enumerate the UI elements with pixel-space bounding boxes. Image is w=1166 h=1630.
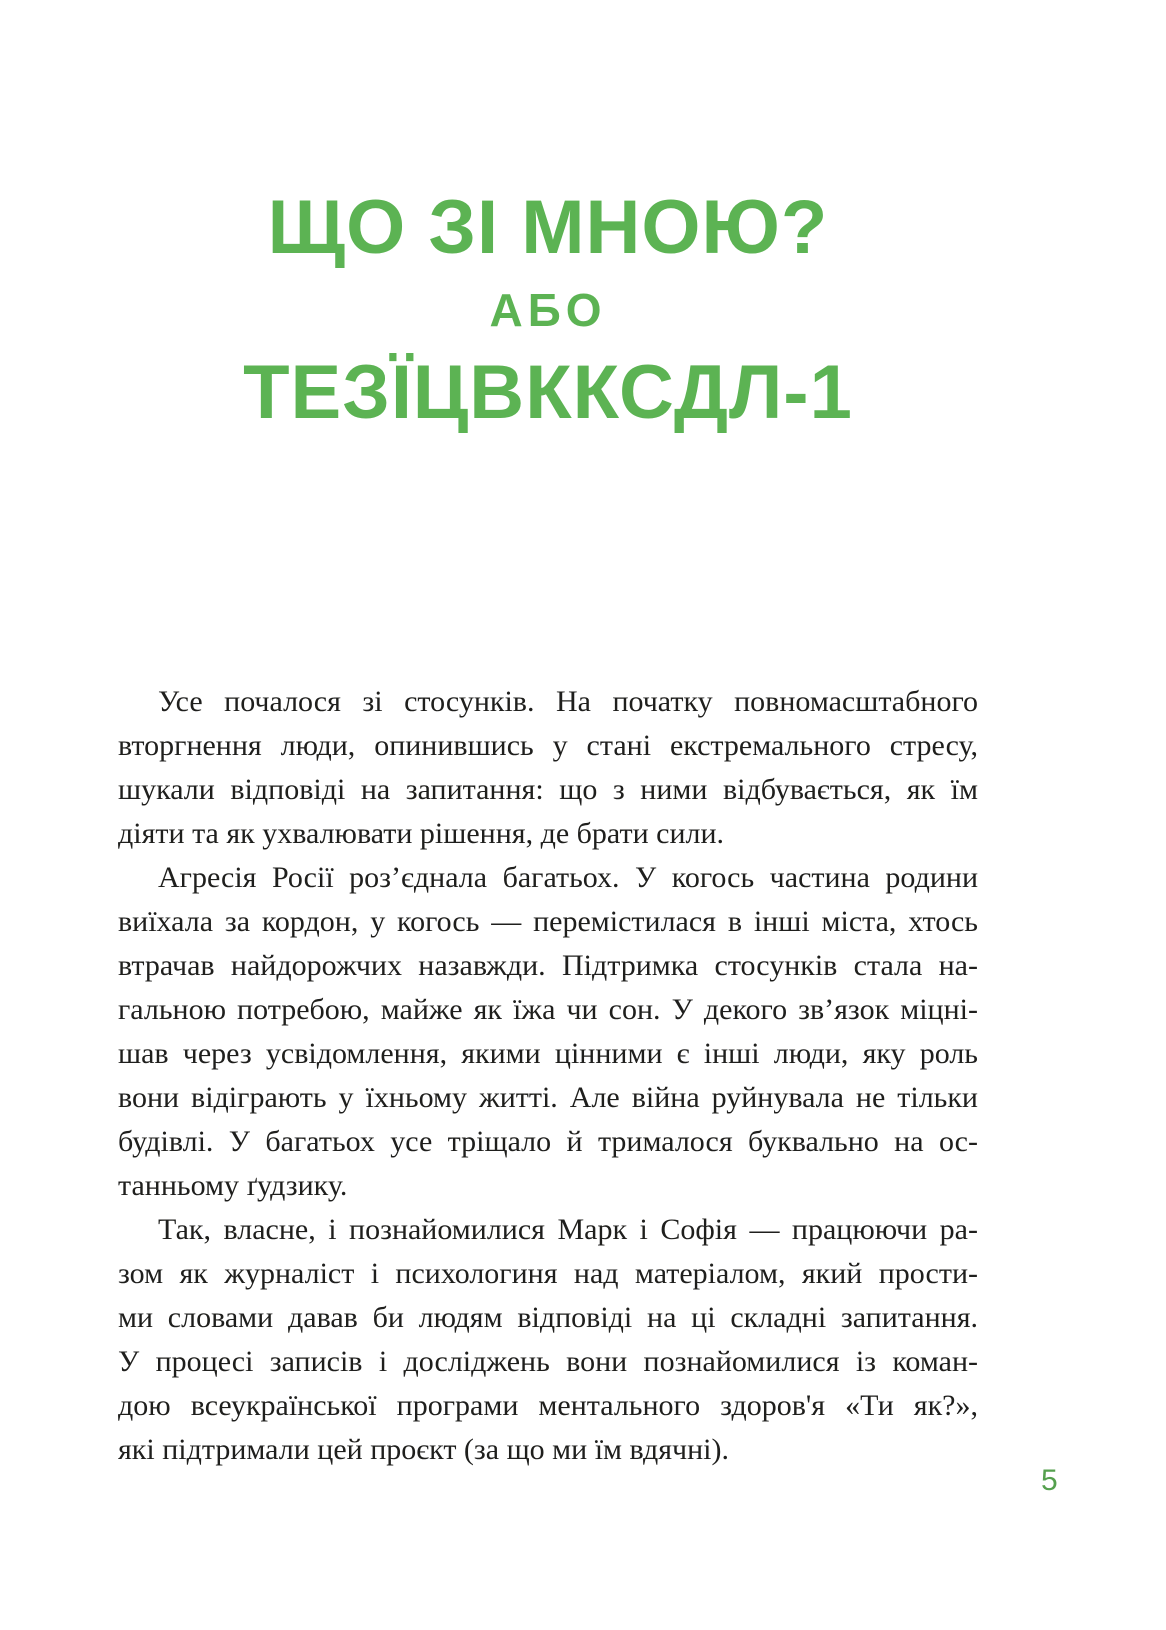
- body-line: вони відіграють у їхньому житті. Але війна руйнувала не тільки: [118, 1081, 978, 1114]
- page-number: 5: [1041, 1464, 1058, 1497]
- body-line: зом як журналіст і психологиня над матеріалом, який прости-: [118, 1257, 978, 1290]
- paragraph-2: [118, 856, 978, 1208]
- body-line: танньому ґудзику.: [118, 1169, 348, 1202]
- body-line: будівлі. У багатьох усе тріщало й трималося буквально на ос-: [118, 1125, 978, 1158]
- chapter-title-connector: АБО: [489, 284, 607, 336]
- body-line: виїхала за кордон, у когось — перемістилася в інші міста, хтось: [118, 905, 978, 938]
- paragraph-1: [118, 680, 978, 856]
- body-line: діяти та як ухвалювати рішення, де брати сили.: [118, 817, 725, 850]
- chapter-title-question: ЩО ЗІ МНОЮ?: [267, 185, 829, 270]
- body-line: втрачав найдорожчих назавжди. Підтримка стосунків стала на-: [118, 949, 978, 982]
- paragraph-3: [118, 1208, 978, 1472]
- body-line: ми словами давав би людям відповіді на ці складні запитання.: [118, 1301, 978, 1334]
- chapter-title-code: ТЕЗЇЦВККСДЛ-1: [243, 350, 853, 435]
- body-line: шукали відповіді на запитання: що з ними відбувається, як їм: [118, 773, 978, 806]
- body-line: вторгнення люди, опинившись у стані екстремального стресу,: [118, 729, 978, 762]
- body-line: У процесі записів і досліджень вони познайомилися із коман-: [118, 1345, 978, 1378]
- body-line: гальною потребою, майже як їжа чи сон. У декого зв’язок міцні-: [118, 993, 978, 1026]
- body-line: Так, власне, і познайомилися Марк і Софія — працюючи ра-: [158, 1213, 978, 1246]
- body-line: шав через усвідомлення, якими цінними є інші люди, яку роль: [118, 1037, 978, 1070]
- body-line: Усе почалося зі стосунків. На початку повномасштабного: [158, 685, 978, 718]
- chapter-title: [118, 0, 978, 435]
- body-line: Агресія Росії роз’єднала багатьох. У когось частина родини: [158, 861, 978, 894]
- body-line: дою всеукраїнської програми ментального здоров'я «Ти як?»,: [118, 1389, 978, 1422]
- body-line: які підтримали цей проєкт (за що ми їм вдячні).: [118, 1433, 729, 1466]
- body-text: [118, 680, 978, 1472]
